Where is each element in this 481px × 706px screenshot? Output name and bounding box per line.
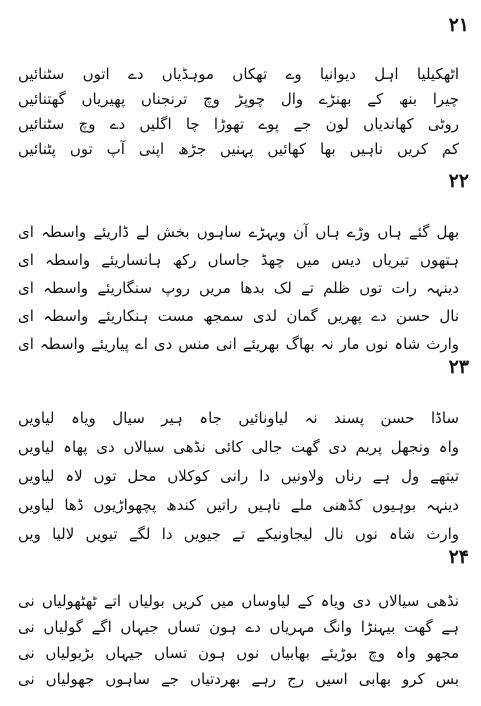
stanza-number: ۲۴ xyxy=(448,546,469,568)
verse-line: بھل گئے ہاں وڑے ہاں آن ویہڑے ساہوں بخش لے ڈاریئے واسطہ ای xyxy=(18,223,459,241)
verse-line: دینہہ بوہیوں کڈھنی ملے ناہیں راتیں کندھ پچھواڑیوں ڈھا لیاویں xyxy=(18,496,459,514)
verse-line: ہے گھت بیہنڑا وانگ مہریاں دے ہون تساں جیہاں اگے گولیاں نی xyxy=(18,618,459,636)
verse-line: روٹی کھاندیاں لون جے پوے تھوڑا چا اگلیں دے وچ سٹنائیں xyxy=(18,115,459,133)
verse-line: کم کریں ناہیں بھا کھائیں پہنیں جڑھ اپنی آپ توں پٹنائیں xyxy=(18,140,459,158)
verse-line: وارث شاہ نوں مار نہ بھاگ بھریئے انی منس دی اے پیاریئے واسطہ ای xyxy=(18,335,459,353)
verse-line: نڈھی سیالاں دی ویاہ کے لیاوساں میں کریں بولیاں اتے ٹھٹھولیاں نی xyxy=(18,592,459,610)
stanza-number: ۲۲ xyxy=(448,170,469,192)
verse-line: ہتھوں تیریاں دیس میں چھڈ جاساں رکھ ہانساریئے واسطہ ای xyxy=(18,251,459,269)
verse-line: نال حسن دے پھریں گمان لدی سمجھ مست ہنکاریئے واسطہ ای xyxy=(18,307,459,325)
stanza xyxy=(18,218,459,358)
verse-line: مجھو واہ وچ بوڑیئے بھابیاں نوں ہون تساں جیہاں بڑبولیاں نی xyxy=(18,644,459,662)
verse-line: وارث شاہ نوں نال لیجاونیکے تے جیویں دا لگے تیویں لالیا ویں xyxy=(18,525,459,543)
verse-line: چیرا بنھ کے بھنڑے وال چوپڑ وچ ترنجناں پھیریاں گھتنائیں xyxy=(18,90,459,108)
stanza xyxy=(18,62,459,162)
stanza-number: ۲۳ xyxy=(448,356,469,378)
stanza-number: ۲۱ xyxy=(448,14,469,36)
stanza xyxy=(18,588,459,692)
verse-line: بس کرو بھابی اسیں رج رہے بھردتیاں جے ساہوں جھولیاں نی xyxy=(18,670,459,688)
verse-line: تیتھے ول ہے رناں ولاونیں دا رانی کوکلاں محل توں لاہ لیاویں xyxy=(18,467,459,485)
stanza xyxy=(18,404,459,549)
verse-line: ساڈا حسن پسند نہ لیاونائیں جاہ ہیر سیال ویاہ لیاویں xyxy=(18,409,459,427)
verse-line: اٹھکیلیا اہل دیوانیا وے تھکاں موہڈیاں دے اتوں سٹنائیں xyxy=(18,65,459,83)
verse-line: دینہہ رات توں ظلم تے لک بدھا مریں روپ سنگاریئے واسطہ ای xyxy=(18,279,459,297)
verse-line: واہ ونجھل پریم دی گھت جالی کائی نڈھی سیالاں دی پھاہ لیاویں xyxy=(18,438,459,456)
